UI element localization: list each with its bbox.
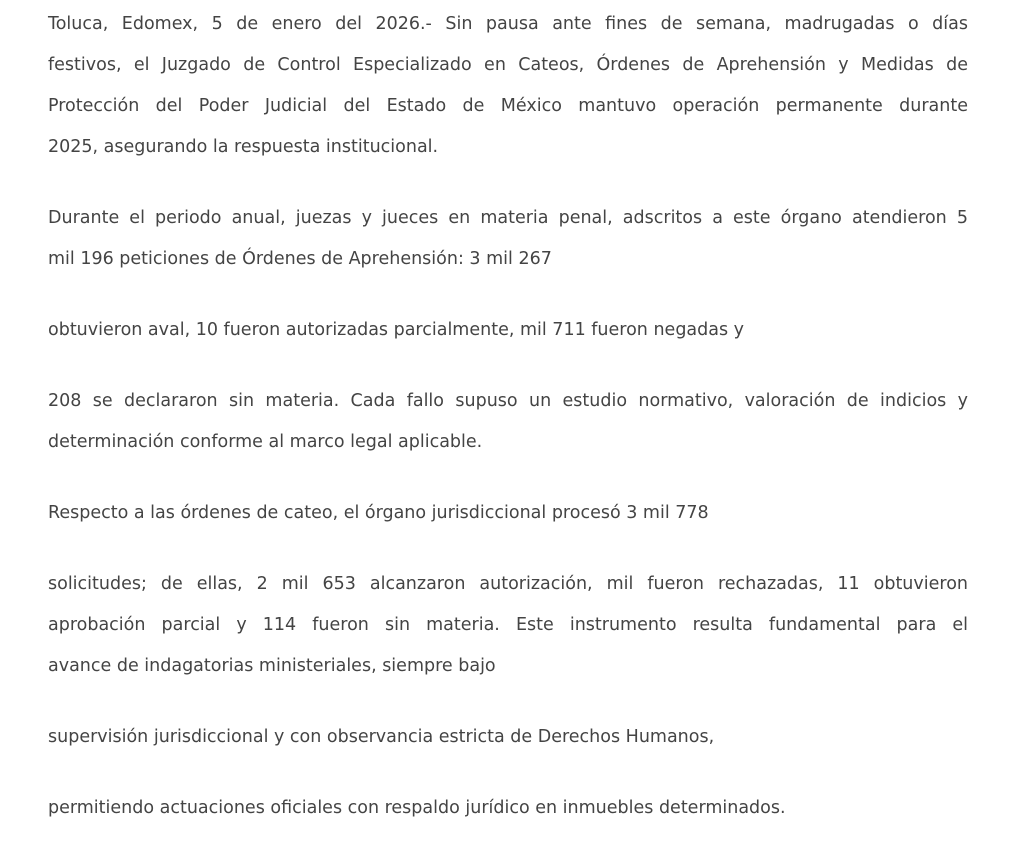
- paragraph: [48, 198, 968, 280]
- text-line: determinación conforme al marco legal aplicable.: [48, 432, 483, 452]
- text-line: solicitudes; de ellas, 2 mil 653 alcanzaron autorización, mil fueron rechazadas, 11 obtuvieron: [48, 574, 968, 594]
- text-line: festivos, el Juzgado de Control Especializado en Cateos, Órdenes de Aprehensión y Medidas de: [48, 55, 968, 75]
- text-line: 2025, asegurando la respuesta institucional.: [48, 137, 439, 157]
- text-line: mil 196 peticiones de Órdenes de Aprehensión: 3 mil 267: [48, 249, 552, 269]
- text-line: Protección del Poder Judicial del Estado de México mantuvo operación permanente durante: [48, 96, 968, 116]
- text-line: Toluca, Edomex, 5 de enero del 2026.- Sin pausa ante fines de semana, madrugadas o días: [48, 14, 968, 34]
- text-line: aprobación parcial y 114 fueron sin materia. Este instrumento resulta fundamental para el: [48, 615, 968, 635]
- paragraph: [48, 4, 968, 168]
- paragraph: [48, 381, 968, 463]
- text-line: avance de indagatorias ministeriales, siempre bajo: [48, 656, 496, 676]
- text-line: supervisión jurisdiccional y con observancia estricta de Derechos Humanos,: [48, 727, 715, 747]
- paragraph: [48, 493, 968, 534]
- text-line: permitiendo actuaciones oficiales con respaldo jurídico en inmuebles determinados.: [48, 798, 786, 818]
- article-body: [48, 4, 968, 859]
- paragraph: [48, 717, 968, 758]
- text-line: Durante el periodo anual, juezas y jueces en materia penal, adscritos a este órgano atendieron 5: [48, 208, 968, 228]
- paragraph: [48, 788, 968, 829]
- text-line: Respecto a las órdenes de cateo, el órgano jurisdiccional procesó 3 mil 778: [48, 503, 709, 523]
- paragraph: [48, 310, 968, 351]
- text-line: 208 se declararon sin materia. Cada fallo supuso un estudio normativo, valoración de indicios y: [48, 391, 968, 411]
- paragraph: [48, 564, 968, 687]
- text-line: obtuvieron aval, 10 fueron autorizadas parcialmente, mil 711 fueron negadas y: [48, 320, 745, 340]
